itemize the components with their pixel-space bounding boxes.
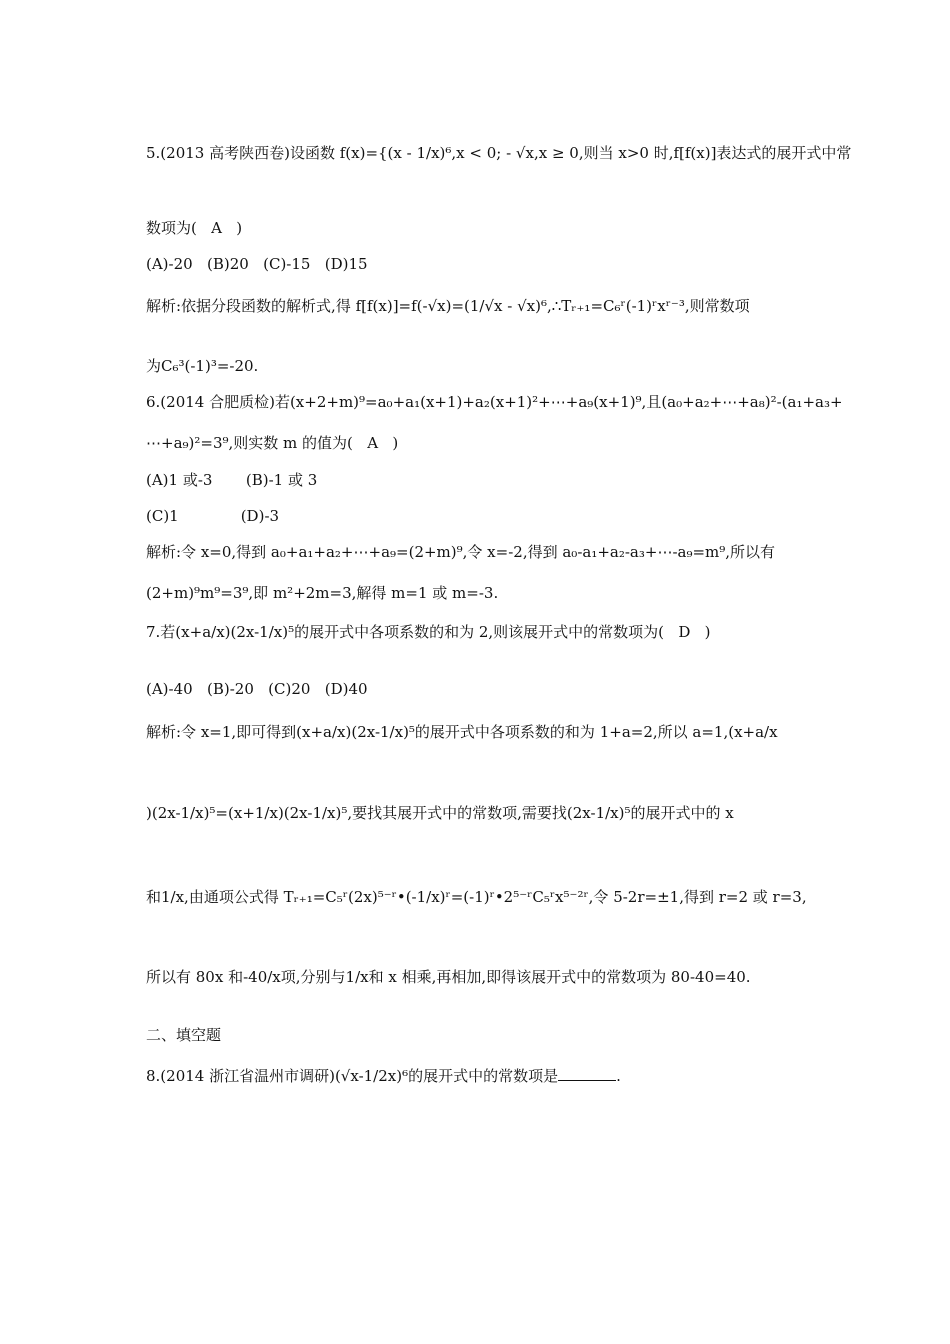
answer-blank[interactable] — [558, 1066, 616, 1081]
q7-analysis4: 所以有 80x 和-40/x项,分别与1/x和 x 相乘,再相加,即得该展开式中的常数项为 80-40=40. — [146, 968, 751, 986]
q5-line1: 5.(2013 高考陕西卷)设函数 f(x)={(x - 1/x)⁶,x < 0; - √x,x ≥ 0,则当 x>0 时,f[f(x)]表达式的展开式中常 — [146, 144, 852, 162]
q7-analysis1: 解析:令 x=1,即可得到(x+a/x)(2x-1/x)⁵的展开式中各项系数的和为 1+a=2,所以 a=1,(x+a/x — [146, 723, 778, 741]
q6-options2: (C)1 (D)-3 — [146, 507, 280, 525]
q8-line1: 8.(2014 浙江省温州市调研)(√x-1/2x)⁶的展开式中的常数项是 . — [146, 1067, 621, 1085]
q5-analysis1: 解析:依据分段函数的解析式,得 f[f(x)]=f(-√x)=(1/√x - √x)⁶,∴Tᵣ₊₁=C₆ʳ(-1)ʳxʳ⁻³,则常数项 — [146, 297, 750, 315]
q6-line1: 6.(2014 合肥质检)若(x+2+m)⁹=a₀+a₁(x+1)+a₂(x+1)²+⋯+a₉(x+1)⁹,且(a₀+a₂+⋯+a₈)²-(a₁+a₃+ — [146, 393, 843, 411]
q7-analysis2: )(2x-1/x)⁵=(x+1/x)(2x-1/x)⁵,要找其展开式中的常数项,需要找(2x-1/x)⁵的展开式中的 x — [146, 804, 734, 822]
section-heading: 二、填空题 — [146, 1026, 222, 1044]
q6-line2: ⋯+a₉)²=3⁹,则实数 m 的值为( A ) — [146, 434, 399, 452]
q6-analysis1: 解析:令 x=0,得到 a₀+a₁+a₂+⋯+a₉=(2+m)⁹,令 x=-2,得到 a₀-a₁+a₂-a₃+⋯-a₉=m⁹,所以有 — [146, 543, 776, 561]
q5-options: (A)-20 (B)20 (C)-15 (D)15 — [146, 255, 368, 273]
q6-analysis2: (2+m)⁹m⁹=3⁹,即 m²+2m=3,解得 m=1 或 m=-3. — [146, 584, 499, 602]
q6-options1: (A)1 或-3 (B)-1 或 3 — [146, 471, 318, 489]
q5-line2: 数项为( A ) — [146, 219, 243, 237]
q5-analysis2: 为C₆³(-1)³=-20. — [146, 357, 259, 375]
q7-line1: 7.若(x+a/x)(2x-1/x)⁵的展开式中各项系数的和为 2,则该展开式中的常数项为( D ) — [146, 623, 711, 641]
q7-analysis3: 和1/x,由通项公式得 Tᵣ₊₁=C₅ʳ(2x)⁵⁻ʳ•(-1/x)ʳ=(-1)ʳ•2⁵⁻ʳC₅ʳx⁵⁻²ʳ,令 5-2r=±1,得到 r=2 或 r=3, — [146, 888, 807, 906]
q7-options: (A)-40 (B)-20 (C)20 (D)40 — [146, 680, 368, 698]
